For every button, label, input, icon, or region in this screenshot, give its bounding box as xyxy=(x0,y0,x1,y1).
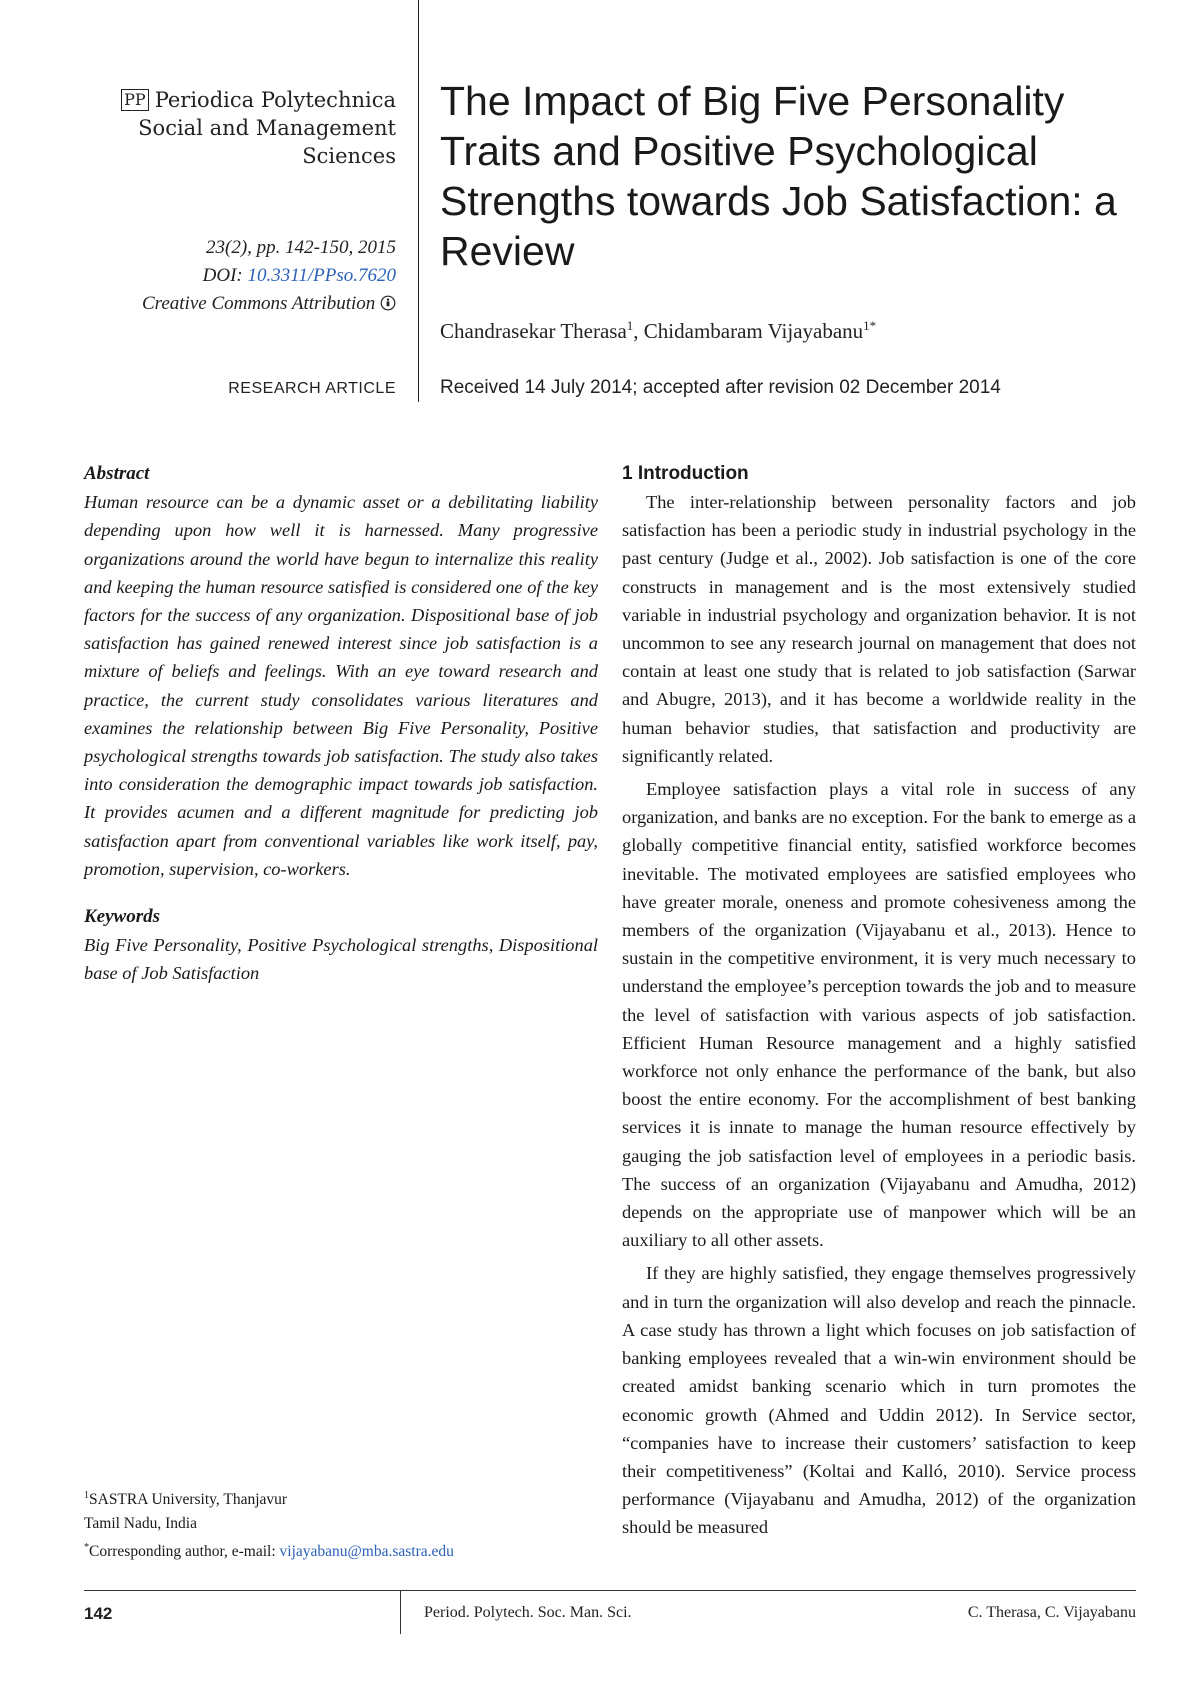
footer-rule xyxy=(84,1590,1136,1591)
affiliation-line2: Tamil Nadu, India xyxy=(84,1515,197,1533)
footer-journal: Period. Polytech. Soc. Man. Sci. xyxy=(424,1604,632,1621)
affiliation-line1: SASTRA University, Thanjavur xyxy=(89,1491,288,1509)
introduction-heading: 1 Introduction xyxy=(622,463,749,484)
doi-link[interactable]: 10.3311/PPso.7620 xyxy=(247,265,396,286)
email-link[interactable]: vijayabanu@mba.sastra.edu xyxy=(279,1543,454,1561)
corresponding-marker: * xyxy=(84,1542,89,1554)
journal-name xyxy=(84,86,396,170)
abstract-text: Human resource can be a dynamic asset or a debilitating liability depending upon how well it is harnessed. Many progressive organizations around the world have begun to internalize this reality and keeping the human resource satisfied is considered one of the key factors for the success of any organization. Dispositional base of job satisfaction has gained renewed interest since job satisfaction is a mixture of beliefs and feelings. With an eye toward research and practice, the current study consolidates various literatures and examines the relationship between Big Five Personality, Positive psychological strengths towards job satisfaction. The study also takes into consideration the demographic impact towards job satisfaction. It provides acumen and a different magnitude for predicting job satisfaction apart from conventional variables like work itself, pay, promotion, supervision, co-workers. xyxy=(84,492,598,879)
author-2-affiliation: 1* xyxy=(863,318,877,333)
paragraph: The inter-relationship between personality factors and job satisfaction has been a periodic study in industrial psychology in the past century (Judge et al., 2002). Job satisfaction is one of the core constructs in management and is the most extensively studied variable in industrial psychology and organization behavior. It is not uncommon to see any research journal on management that does not contain at least one study that is related to job satisfaction (Sarwar and Abugre, 2013), and it has become a worldwide reality in the human behavior studies, that satisfaction and productivity are significantly related. xyxy=(622,492,1136,766)
license-line xyxy=(84,290,396,318)
volume-info: 23(2), pp. 142-150, 2015 xyxy=(206,237,396,258)
left-column xyxy=(84,460,598,988)
keywords-text: Big Five Personality, Positive Psychological strengths, Dispositional base of Job Satisfaction xyxy=(84,935,598,984)
corresponding-footnote xyxy=(84,1536,598,1564)
article-meta xyxy=(84,234,396,318)
author-1: Chandrasekar Therasa xyxy=(440,319,627,343)
journal-name-line1: Periodica Polytechnica xyxy=(154,88,396,112)
corresponding-label: Corresponding author, e-mail: xyxy=(89,1543,280,1561)
journal-name-line3: Sciences xyxy=(302,144,396,168)
doi-line xyxy=(84,262,396,290)
abstract-heading: Abstract xyxy=(84,463,150,484)
affiliation-marker: 1 xyxy=(84,1490,89,1501)
footer-authors: C. Therasa, C. Vijayabanu xyxy=(967,1604,1136,1621)
header-divider xyxy=(418,0,419,402)
paragraph: If they are highly satisfied, they engage themselves progressively and in turn the organization will also develop and reach the pinnacle. A case study has thrown a light which focuses on job satisfaction of banking employees revealed that a win-win environment should be created amidst banking scenario which in turn promotes the economic growth (Ahmed and Uddin 2012). In Service sector, “companies have to increase their customers’ satisfaction to keep their competitiveness” (Koltai and Kalló, 2010). Service process performance (Vijayabanu and Amudha, 2012) of the organization should be measured xyxy=(622,1263,1136,1538)
affiliation-footnote xyxy=(84,1484,598,1512)
article-title: The Impact of Big Five Personality Traits and Positive Psychological Strengths towards Job Satisfaction: a Review xyxy=(440,78,1117,274)
footnotes xyxy=(84,1484,598,1564)
paragraph: Employee satisfaction plays a vital role in success of any organization, and banks are no exception. For the bank to emerge as a globally competitive financial entity, satisfied workforce becomes inevitable. The motivated employees are satisfied employees who have greater morale, oneness and promote cohesiveness among the members of the organization (Vijayabanu et al., 2013). Hence to sustain in the competitive environment, it is very much necessary to understand the employee’s perception towards the job and to measure the level of satisfaction with various aspects of job satisfaction. Efficient Human Resource management and a highly satisfied workforce not only enhance the performance of the bank, but also boost the entire economy. For the accomplishment of best banking services it is innate to manage the human resource effectively by gauging the job satisfaction level of employees in a periodic basis. The success of an organization (Vijayabanu and Amudha, 2012) depends on the appropriate use of manpower which will be an auxiliary to all other assets. xyxy=(622,779,1136,1251)
journal-name-line2: Social and Management xyxy=(138,116,396,140)
right-column xyxy=(622,460,1136,1547)
keywords-heading: Keywords xyxy=(84,906,160,928)
author-1-affiliation: 1 xyxy=(626,318,634,333)
author-separator: , xyxy=(633,319,644,343)
license-text: Creative Commons Attribution xyxy=(141,293,376,314)
author-list xyxy=(440,318,1140,344)
doi-label: DOI: xyxy=(202,265,243,286)
received-dates: Received 14 July 2014; accepted after revision 02 December 2014 xyxy=(440,377,1001,398)
page-number: 142 xyxy=(84,1604,113,1623)
cc-by-icon xyxy=(380,295,396,311)
article-type: RESEARCH ARTICLE xyxy=(228,380,396,397)
journal-logo-icon: PP xyxy=(121,89,149,111)
footer-divider xyxy=(400,1590,401,1634)
author-2: Chidambaram Vijayabanu xyxy=(643,319,864,343)
